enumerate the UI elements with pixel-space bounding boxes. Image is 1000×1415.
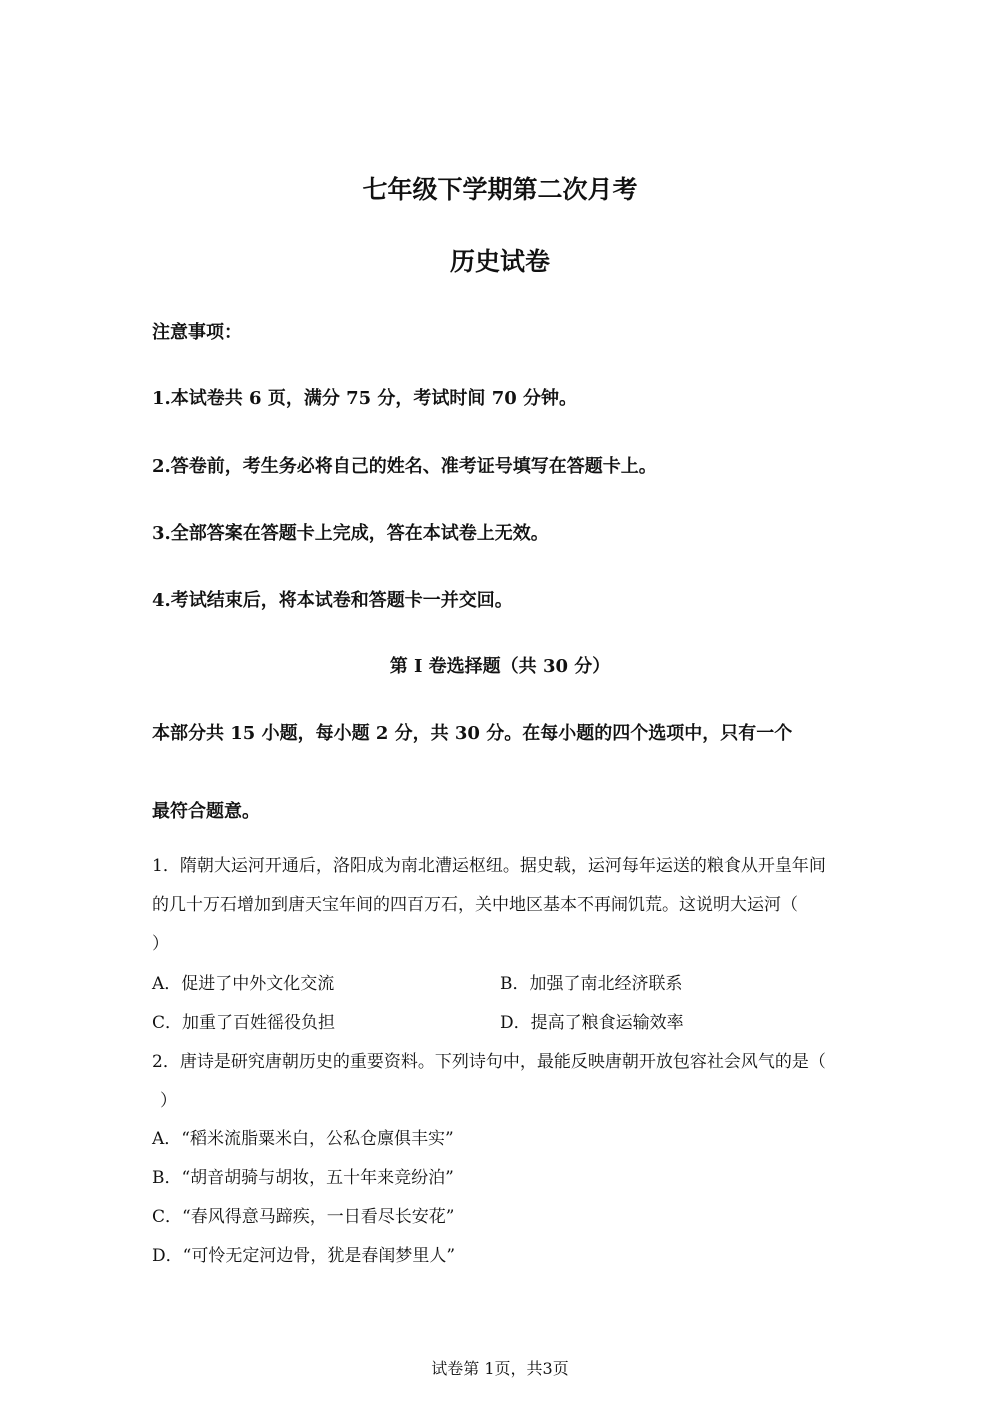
option-a: A．“稻米流脂粟米白，公私仓廪俱丰实” [152,1129,454,1149]
question-stem: ） [160,1091,177,1111]
section-instruction: 最符合题意。 [152,801,260,822]
option-b: B．“胡音胡骑与胡妆，五十年来竞纷泊” [152,1168,454,1188]
question-stem: 的几十万石增加到唐天宝年间的四百万石，关中地区基本不再闹饥荒。这说明大运河（ [152,895,798,915]
option-c: C．“春风得意马蹄疾，一日看尽长安花” [152,1207,455,1227]
exam-subject: 历史试卷 [449,247,550,276]
option-d: D．“可怜无定河边骨，犹是春闺梦里人” [152,1246,456,1266]
exam-title: 七年级下学期第二次月考 [362,175,638,204]
question-stem: ） [152,934,169,954]
option-a: A．促进了中外文化交流 [152,974,335,994]
notice-item: 4.考试结束后，将本试卷和答题卡一并交回。 [152,590,513,611]
notice-heading: 注意事项： [152,322,242,343]
notice-item: 2.答卷前，考生务必将自己的姓名、准考证号填写在答题卡上。 [152,456,657,477]
notice-item: 1.本试卷共 6 页，满分 75 分，考试时间 70 分钟。 [152,388,578,409]
section-title: 第 I 卷选择题（共 30 分） [389,656,611,677]
notice-item: 3.全部答案在答题卡上完成，答在本试卷上无效。 [152,523,549,544]
page-footer: 试卷第 1页，共3页 [431,1359,569,1378]
section-instruction: 本部分共 15 小题，每小题 2 分，共 30 分。在每小题的四个选项中，只有一个 [152,723,793,744]
question-stem: 2．唐诗是研究唐朝历史的重要资料。下列诗句中，最能反映唐朝开放包容社会风气的是（ [152,1052,826,1072]
option-d: D．提高了粮食运输效率 [500,1013,684,1033]
option-c: C．加重了百姓徭役负担 [152,1013,336,1033]
option-b: B．加强了南北经济联系 [500,974,683,994]
question-stem: 1．隋朝大运河开通后，洛阳成为南北漕运枢纽。据史载，运河每年运送的粮食从开皇年间 [152,856,826,876]
